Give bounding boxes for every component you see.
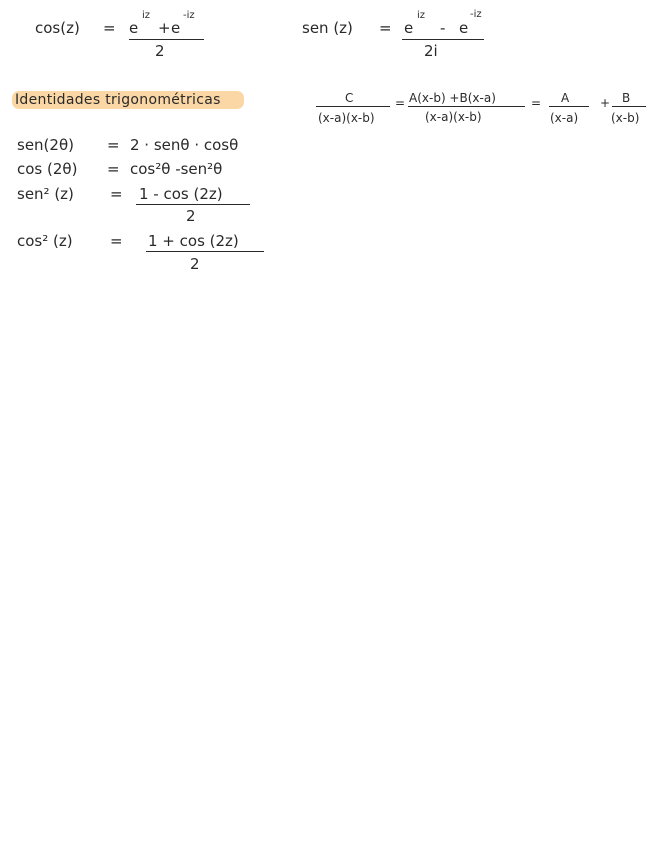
pf-plus: +: [600, 96, 611, 110]
pf-term3-numerator: A: [561, 91, 570, 105]
identity-sen-2theta-rhs: 2 · senθ · cosθ: [130, 136, 239, 154]
pf-term3-bar: [549, 106, 589, 107]
cos-def-num-exp-2: -iz: [183, 10, 195, 21]
cos-def-num-exp-1: iz: [142, 10, 151, 21]
cos-def-num-base-1: e: [129, 19, 139, 37]
pf-term1-numerator: C: [345, 91, 354, 105]
pf-term3-denominator: (x-a): [550, 111, 579, 125]
pf-term1-denominator: (x-a)(x-b): [318, 111, 375, 125]
sen-def-denominator: 2i: [424, 42, 438, 60]
identity-cos-squared-bar: [146, 251, 264, 252]
pf-equals-1: =: [395, 96, 406, 110]
identity-cos-squared-denominator: 2: [190, 255, 200, 273]
section-heading: Identidades trigonométricas: [15, 92, 221, 108]
pf-equals-2: =: [531, 96, 542, 110]
identity-sen-squared-bar: [136, 204, 250, 205]
cos-def-num-plus: +: [158, 19, 171, 37]
cos-def-fraction-bar: [129, 39, 204, 40]
identity-sen-squared-equals: =: [110, 185, 123, 203]
cos-def-equals: =: [103, 19, 116, 37]
pf-term4-denominator: (x-b): [611, 111, 640, 125]
identity-sen-squared-numerator: 1 - cos (2z): [139, 185, 223, 203]
sen-def-num-base-2: e: [459, 19, 469, 37]
sen-def-num-exp-1: iz: [417, 10, 426, 21]
cos-def-lhs: cos(z): [35, 19, 80, 37]
pf-term2-bar: [408, 106, 525, 107]
sen-def-num-exp-2: -iz: [470, 9, 482, 20]
pf-term2-denominator: (x-a)(x-b): [425, 110, 482, 124]
identity-cos-2theta-rhs: cos²θ -sen²θ: [130, 160, 223, 178]
identity-cos-2theta-equals: =: [107, 160, 120, 178]
sen-def-num-base-1: e: [404, 19, 414, 37]
identity-sen-2theta-equals: =: [107, 136, 120, 154]
pf-term4-bar: [612, 106, 646, 107]
pf-term2-numerator: A(x-b) +B(x-a): [409, 91, 496, 105]
identity-cos-2theta-lhs: cos (2θ): [17, 160, 78, 178]
identity-sen-squared-lhs: sen² (z): [17, 185, 74, 203]
sen-def-equals: =: [379, 19, 392, 37]
cos-def-denominator: 2: [155, 42, 165, 60]
pf-term1-bar: [316, 106, 390, 107]
sen-def-fraction-bar: [402, 39, 484, 40]
pf-term4-numerator: B: [622, 91, 631, 105]
sen-def-num-minus: -: [440, 19, 446, 37]
identity-sen-squared-denominator: 2: [186, 207, 196, 225]
sen-def-lhs: sen (z): [302, 19, 353, 37]
identity-cos-squared-numerator: 1 + cos (2z): [148, 232, 239, 250]
identity-sen-2theta-lhs: sen(2θ): [17, 136, 74, 154]
identity-cos-squared-equals: =: [110, 232, 123, 250]
cos-def-num-base-2: e: [171, 19, 181, 37]
identity-cos-squared-lhs: cos² (z): [17, 232, 73, 250]
